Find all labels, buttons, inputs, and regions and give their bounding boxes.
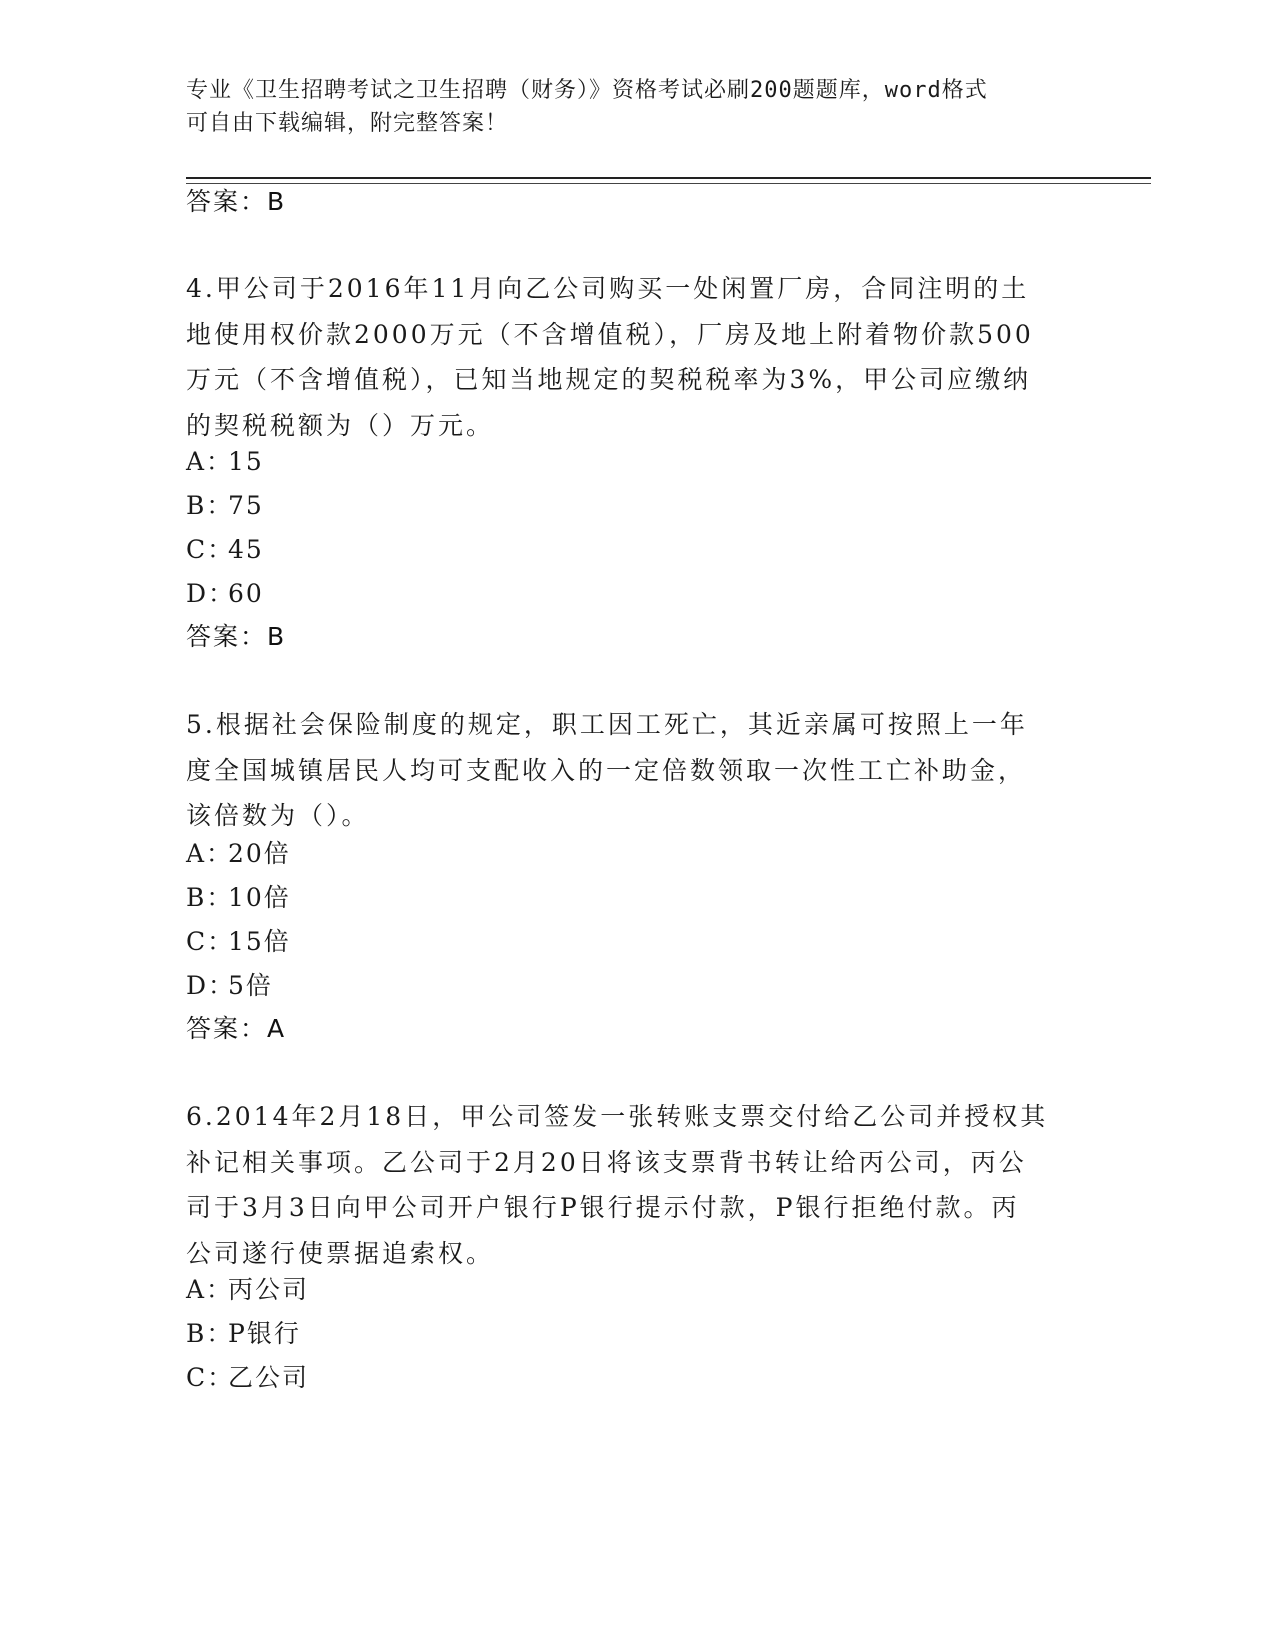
question-5-line: 该倍数为（）。 xyxy=(186,801,370,830)
option-text: 丙公司 xyxy=(228,1275,310,1304)
option-letter: C： xyxy=(186,1363,235,1392)
option-letter: B： xyxy=(186,883,234,912)
question-5-answer: 答案：A xyxy=(186,1014,287,1043)
question-6-line: 补记相关事项。乙公司于2月20日将该支票背书转让给丙公司，丙公 xyxy=(186,1147,1027,1177)
question-4-line: 4.甲公司于2016年11月向乙公司购买一处闲置厂房，合同注明的土 xyxy=(186,274,1030,303)
option-text: 75 xyxy=(228,491,264,520)
question-6-option-b xyxy=(186,1316,301,1352)
option-text: 15倍 xyxy=(228,927,291,956)
header-line-1: 专业《卫生招聘考试之卫生招聘（财务）》资格考试必刷200题题库，word格式 xyxy=(186,78,988,103)
question-4-option-d xyxy=(186,576,264,612)
option-text: 5倍 xyxy=(228,971,273,1000)
question-4-option-c xyxy=(186,532,264,568)
question-5-option-b xyxy=(186,880,291,916)
option-text: 20倍 xyxy=(228,839,291,868)
option-letter: D： xyxy=(186,971,236,1000)
option-letter: B： xyxy=(186,1319,234,1348)
document-header xyxy=(186,74,1066,140)
question-6-text xyxy=(186,1094,1086,1276)
option-text: P银行 xyxy=(228,1319,301,1348)
question-6-line: 6.2014年2月18日，甲公司签发一张转账支票交付给乙公司并授权其 xyxy=(186,1102,1049,1131)
question-4-option-b xyxy=(186,488,264,524)
option-text: 60 xyxy=(228,579,264,608)
question-5-text xyxy=(186,702,1086,839)
question-4-line: 的契税税额为（）万元。 xyxy=(186,410,495,440)
option-text: 乙公司 xyxy=(228,1363,310,1392)
question-5-option-d xyxy=(186,968,273,1004)
question-6-option-c xyxy=(186,1360,309,1396)
question-4-answer: 答案：B xyxy=(186,622,287,651)
question-6-option-a xyxy=(186,1272,309,1308)
option-letter: D： xyxy=(186,579,236,608)
option-letter: B： xyxy=(186,491,234,520)
option-text: 15 xyxy=(228,447,264,476)
option-text: 10倍 xyxy=(228,883,291,912)
question-6-line: 司于3月3日向甲公司开户银行P银行提示付款，P银行拒绝付款。丙 xyxy=(186,1193,1020,1222)
option-letter: A： xyxy=(186,447,234,476)
header-line-2: 可自由下载编辑，附完整答案！ xyxy=(186,111,509,136)
header-divider-thick xyxy=(186,177,1151,179)
option-letter: C： xyxy=(186,535,235,564)
question-5-line: 度全国城镇居民人均可支配收入的一定倍数领取一次性工亡补助金， xyxy=(186,755,1027,785)
question-4-line: 地使用权价款2000万元（不含增值税），厂房及地上附着物价款500 xyxy=(186,319,1034,349)
question-5-option-c xyxy=(186,924,291,960)
question-4-option-a xyxy=(186,444,264,480)
option-letter: A： xyxy=(186,839,234,868)
question-4-text xyxy=(186,266,1086,448)
option-letter: C： xyxy=(186,927,235,956)
question-5-option-a xyxy=(186,836,291,872)
header-divider-thin xyxy=(186,183,1151,184)
option-letter: A： xyxy=(186,1275,234,1304)
option-text: 45 xyxy=(228,535,264,564)
question-5-line: 5.根据社会保险制度的规定，职工因工死亡，其近亲属可按照上一年 xyxy=(186,710,1028,739)
question-4-line: 万元（不含增值税），已知当地规定的契税税率为3%，甲公司应缴纳 xyxy=(186,365,1032,394)
question-6-line: 公司遂行使票据追索权。 xyxy=(186,1238,495,1268)
previous-answer: 答案：B xyxy=(186,187,287,216)
